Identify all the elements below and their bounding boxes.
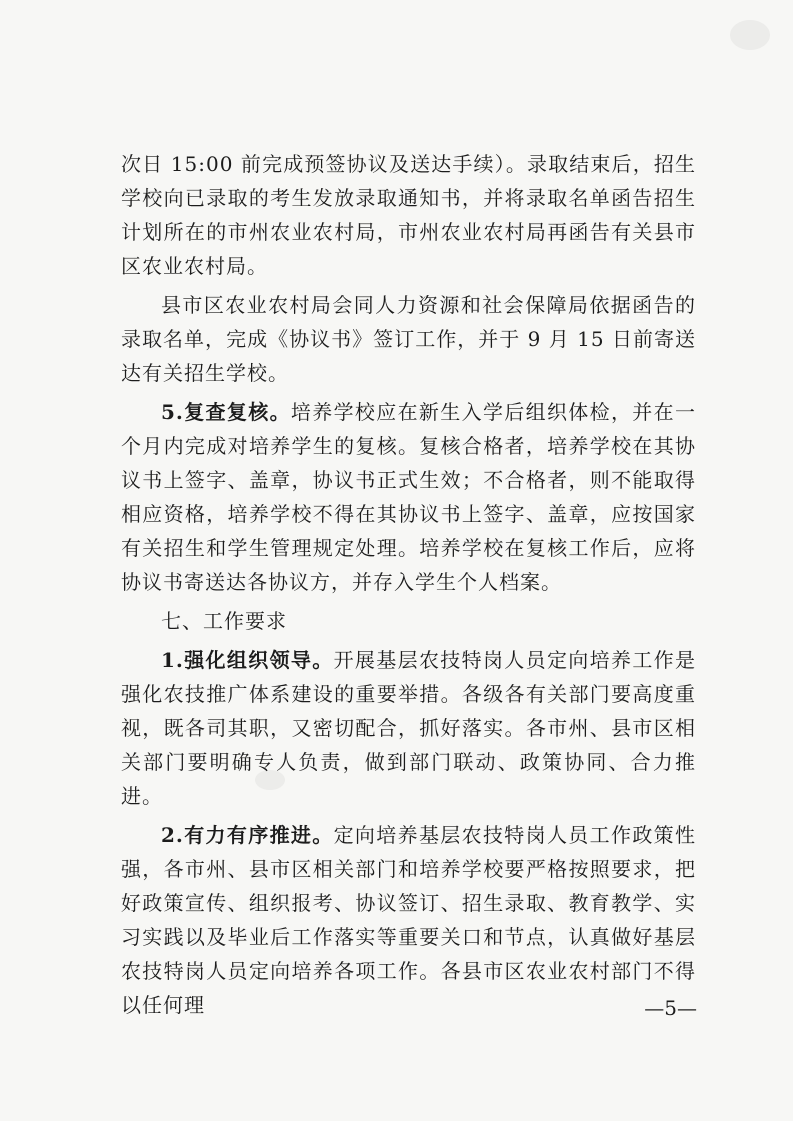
scan-blemish <box>730 20 770 50</box>
page-number: —5— <box>644 996 697 1020</box>
paragraph <box>121 395 696 599</box>
item-lead: 2.有力有序推进。 <box>161 823 334 847</box>
paragraph <box>121 288 696 390</box>
heading-text: 七、工作要求 <box>161 609 287 633</box>
paragraph-text: 培养学校应在新生入学后组织体检，并在一个月内完成对培养学生的复核。复核合格者，培养学校在其协议书上签字、盖章，协议书正式生效；不合格者，则不能取得相应资格，培养学校不得在其协议书上签字、盖章，应按国家有关招生和学生管理规定处理。培养学校在复核工作后，应将协议书寄送达各协议方，并存入学生个人档案。 <box>121 400 696 594</box>
paragraph-text: 开展基层农技特岗人员定向培养工作是强化农技推广体系建设的重要举措。各级各有关部门要高度重视，既各司其职，又密切配合，抓好落实。各市州、县市区相关部门要明确专人负责，做到部门联动、政策协同、合力推进。 <box>121 648 696 808</box>
paragraph-text: 定向培养基层农技特岗人员工作政策性强，各市州、县市区相关部门和培养学校要严格按照要求，把好政策宣传、组织报考、协议签订、招生录取、教育教学、实习实践以及毕业后工作落实等重要关口和节点，认真做好基层农技特岗人员定向培养各项工作。各县市区农业农村部门不得以任何理 <box>121 823 696 1017</box>
section-heading <box>121 604 696 638</box>
paragraph-text: 县市区农业农村局会同人力资源和社会保障局依据函告的录取名单，完成《协议书》签订工作，并于 9 月 15 日前寄送达有关招生学校。 <box>121 293 696 385</box>
item-lead: 1.强化组织领导。 <box>161 648 334 672</box>
paragraph <box>121 643 696 813</box>
paragraph-text: 次日 15:00 前完成预签协议及送达手续）。录取结束后，招生学校向已录取的考生发放录取通知书，并将录取名单函告招生计划所在的市州农业农村局，市州农业农村局再函告有关县市区农业农村局。 <box>121 152 696 278</box>
item-lead: 5.复查复核。 <box>161 400 291 424</box>
paragraph <box>121 147 696 283</box>
paragraph <box>121 818 696 1022</box>
body-text <box>121 147 696 1027</box>
